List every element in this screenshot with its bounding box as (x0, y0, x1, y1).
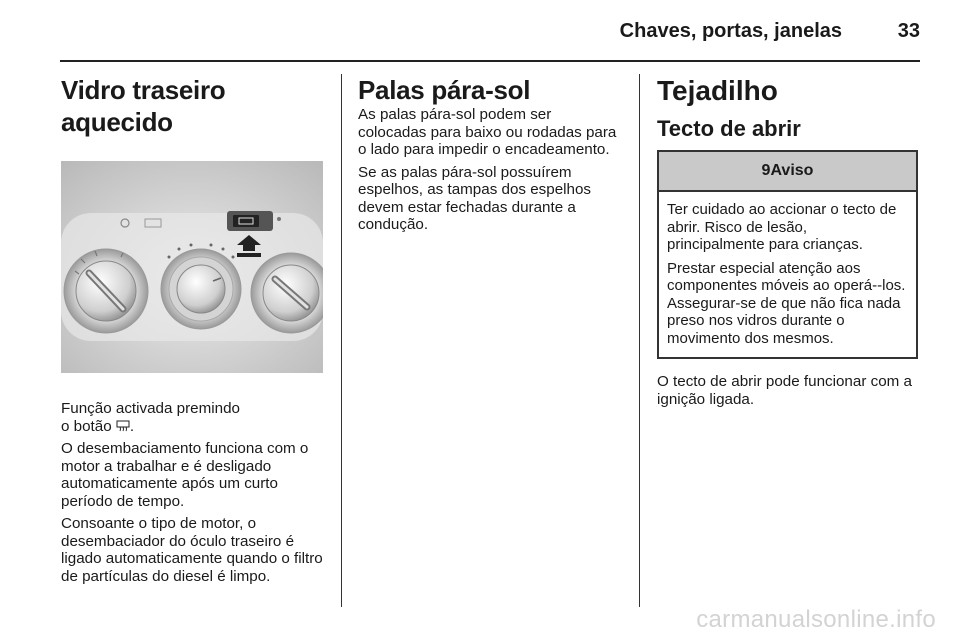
header-rule (60, 60, 920, 62)
warning-paragraph-1: Ter cuidado ao accionar o tecto de abrir. Risco de lesão, principalmente para crianças. (667, 201, 897, 253)
page-number: 33 (897, 20, 920, 42)
section-subheading: Tecto de abrir (657, 116, 801, 141)
section-heading: Palas pára-sol (358, 75, 531, 105)
paragraph-visors-position: As palas pára-sol podem ser colocadas para baixo ou rodadas para o lado para impedir o encadeamento. (358, 106, 617, 158)
paragraph-visors-mirrors: Se as palas pára-sol possuírem espelhos, as tampas dos espelhos devem estar fechadas durante a condução. (358, 163, 592, 233)
section-heading: Tejadilho (657, 75, 778, 106)
warning-icon: 9 (761, 162, 771, 179)
section-heading: Vidro traseiro aquecido (61, 75, 226, 137)
warning-title: Aviso (770, 162, 814, 179)
climate-panel-illustration (61, 161, 323, 373)
column-divider-2 (639, 74, 640, 607)
paragraph-defog: O desembaciamento funciona com o motor a trabalhar e é desligado automaticamente após um curto período de tempo. (61, 440, 309, 510)
header-title: Chaves, portas, janelas (619, 20, 842, 42)
paragraph-activation-pre: Função activada premindo (61, 400, 240, 417)
paragraph-activation-line2: o botão (61, 417, 112, 435)
warning-box (657, 150, 918, 359)
paragraph-engine-type: Consoante o tipo de motor, o desembaciador do óculo traseiro é ligado automaticamente quando o filtro de partículas do diesel é limpo. (61, 515, 323, 585)
column-heated-rear-window (61, 74, 331, 590)
column-sun-visors (358, 74, 618, 239)
rear-window-heater-icon (116, 420, 130, 432)
column-divider-1 (341, 74, 342, 607)
paragraph-activation (61, 400, 331, 435)
warning-header (659, 152, 916, 192)
climate-control-panel-figure (61, 161, 323, 373)
paragraph-activation-post: . (129, 417, 135, 435)
column-roof (657, 74, 922, 413)
paragraph-ignition: O tecto de abrir pode funcionar com a ignição ligada. (657, 373, 912, 408)
watermark: carmanualsonline.info (696, 606, 936, 633)
warning-paragraph-2: Prestar especial atenção aos componentes móveis ao operá--los. Assegurar-se de que não fica nada preso nos vidros durante o movimento dos mesmos. (667, 259, 906, 347)
warning-body (659, 192, 916, 357)
